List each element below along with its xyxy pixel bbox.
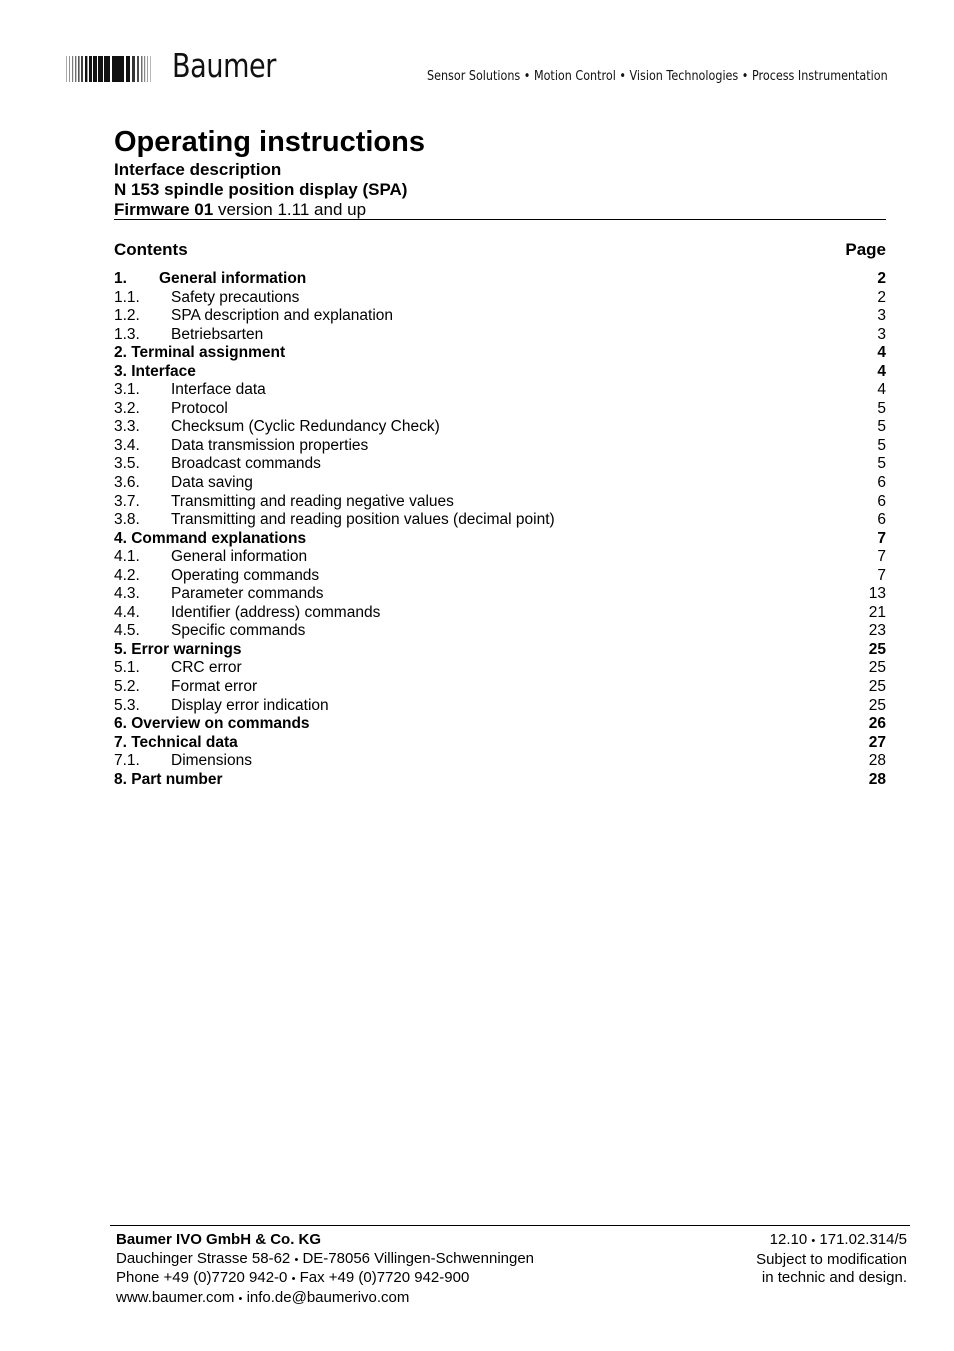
footer-email-link[interactable]: info.de@baumerivo.com (246, 1288, 410, 1306)
title-divider (114, 219, 886, 220)
toc-entry-page: 21 (868, 603, 886, 621)
toc-entry-number: 1. (114, 270, 127, 287)
toc-entry-label: CRC error (171, 659, 242, 677)
footer-phone: Phone +49 (0)7720 942-0 (116, 1269, 288, 1287)
toc-entry-number: 3.5. (114, 455, 140, 473)
contents-heading: Contents (114, 240, 188, 259)
toc-entry[interactable] (114, 400, 886, 419)
toc-entry-number: 3.8. (114, 511, 140, 529)
contents-header (114, 240, 886, 262)
toc-entry-label: 3. Interface (114, 362, 196, 380)
toc-entry-label: General information (159, 270, 307, 287)
toc-entry-number: 5.2. (114, 678, 140, 696)
page-title: Operating instructions (114, 126, 425, 158)
toc-entry-page: 28 (868, 752, 886, 770)
toc-entry-page: 3 (877, 325, 886, 343)
toc-entry-label: Broadcast commands (171, 455, 321, 473)
toc-entry[interactable] (114, 622, 886, 641)
subtitle-firmware (114, 200, 886, 220)
toc-entry[interactable] (114, 493, 886, 512)
toc-entry-page: 25 (868, 640, 886, 658)
toc-entry-page: 27 (868, 733, 886, 751)
toc-entry-page: 25 (868, 696, 886, 714)
toc-entry[interactable] (114, 585, 886, 604)
toc-entry-label: Interface data (171, 381, 266, 399)
footer-web (116, 1289, 534, 1309)
footer-doc-info (756, 1231, 907, 1288)
toc-entry-label: Dimensions (171, 752, 252, 770)
footer-notice-2: in technic and design. (761, 1269, 907, 1287)
subtitle-product: N 153 spindle position display (SPA) (114, 180, 408, 199)
footer-notice-1: Subject to modification (756, 1250, 907, 1268)
toc-entry-number: 7.1. (114, 752, 140, 770)
toc-entry-number: 4.1. (114, 548, 140, 566)
toc-entry-label: Parameter commands (171, 585, 324, 603)
brand-name: Baumer (172, 46, 276, 85)
toc-entry-label: General information (171, 548, 308, 566)
toc-entry[interactable] (114, 697, 886, 716)
toc-entry[interactable] (114, 381, 886, 400)
toc-entry-label: Transmitting and reading negative values (171, 492, 454, 510)
toc-entry-label: 5. Error warnings (114, 640, 242, 658)
toc-entry[interactable] (114, 771, 886, 790)
toc-entry-number: 4.3. (114, 585, 140, 603)
toc-entry[interactable] (114, 455, 886, 474)
toc-entry-label: Transmitting and reading position values (decimal point) (171, 511, 555, 529)
toc-entry-label: Operating commands (171, 566, 320, 584)
toc-entry-page: 3 (877, 307, 886, 325)
toc-entry[interactable] (114, 659, 886, 678)
toc-entry[interactable] (114, 752, 886, 771)
toc-entry[interactable] (114, 270, 886, 289)
footer-contact (116, 1269, 534, 1289)
toc-entry-label: Betriebsarten (171, 325, 264, 343)
toc-entry[interactable] (114, 307, 886, 326)
toc-entry-number: 4.2. (114, 566, 140, 584)
toc-entry-page: 6 (877, 492, 886, 510)
toc-entry[interactable] (114, 715, 886, 734)
toc-entry[interactable] (114, 678, 886, 697)
toc-entry-page: 28 (868, 770, 886, 788)
toc-entry-number: 3.4. (114, 436, 140, 454)
toc-entry[interactable] (114, 567, 886, 586)
toc-entry-page: 7 (877, 529, 886, 547)
toc-entry-number: 3.6. (114, 474, 140, 492)
toc-entry[interactable] (114, 548, 886, 567)
toc-entry-number: 3.2. (114, 399, 140, 417)
toc-entry-page: 4 (877, 381, 886, 399)
page-header (66, 46, 888, 92)
footer-fax: Fax +49 (0)7720 942-900 (299, 1269, 470, 1287)
table-of-contents (114, 270, 886, 789)
toc-entry-number: 1.1. (114, 288, 140, 306)
toc-entry-number: 5.3. (114, 696, 140, 714)
footer-doc-id (756, 1231, 907, 1251)
toc-entry-page: 2 (877, 288, 886, 306)
toc-entry[interactable] (114, 734, 886, 753)
toc-entry-label: SPA description and explanation (171, 307, 394, 325)
toc-entry-number: 5.1. (114, 659, 140, 677)
footer-street: Dauchinger Strasse 58-62 (116, 1249, 291, 1267)
toc-entry-page: 5 (877, 418, 886, 436)
toc-entry-page: 2 (877, 270, 886, 287)
toc-entry-page: 7 (877, 566, 886, 584)
toc-entry-number: 3.3. (114, 418, 140, 436)
toc-entry-page: 7 (877, 548, 886, 566)
bullet-separator: • (811, 1235, 816, 1247)
toc-entry-page: 23 (868, 622, 886, 640)
toc-entry-label: Protocol (171, 399, 228, 417)
toc-entry[interactable] (114, 511, 886, 530)
title-block (114, 124, 886, 220)
doc-date: 12.10 (769, 1231, 808, 1248)
toc-entry-label: 4. Command explanations (114, 529, 307, 547)
toc-entry-page: 5 (877, 455, 886, 473)
toc-entry-number: 4.5. (114, 622, 140, 640)
baumer-logo-icon (66, 54, 158, 84)
bullet-separator: • (238, 1292, 243, 1305)
toc-entry-label: Data transmission properties (171, 436, 369, 454)
toc-entry-label: 2. Terminal assignment (114, 344, 286, 362)
bullet-separator: • (291, 1273, 296, 1286)
header-tagline: Sensor Solutions • Motion Control • Vision Technologies • Process Instrumentation (427, 69, 888, 84)
toc-entry-page: 13 (868, 585, 886, 603)
bullet-separator: • (294, 1253, 299, 1266)
toc-entry-label: Specific commands (171, 622, 306, 640)
toc-entry-page: 4 (877, 344, 886, 362)
footer-company-info (116, 1231, 534, 1308)
footer-company: Baumer IVO GmbH & Co. KG (116, 1231, 322, 1248)
toc-entry[interactable] (114, 474, 886, 493)
toc-entry-page: 6 (877, 511, 886, 529)
toc-entry-label: Safety precautions (171, 288, 300, 306)
toc-entry[interactable] (114, 641, 886, 660)
footer-city: DE-78056 Villingen-Schwenningen (302, 1249, 535, 1267)
toc-entry[interactable] (114, 344, 886, 363)
toc-entry-number: 3.1. (114, 381, 140, 399)
footer-website-link[interactable]: www.baumer.com (116, 1288, 235, 1306)
footer-address (116, 1250, 534, 1270)
toc-entry-label: Data saving (171, 474, 253, 492)
toc-entry-label: Display error indication (171, 696, 329, 714)
toc-entry[interactable] (114, 363, 886, 382)
toc-entry[interactable] (114, 418, 886, 437)
toc-entry-label: Format error (171, 678, 258, 696)
page-column-heading: Page (845, 240, 886, 259)
toc-entry-label: Identifier (address) commands (171, 603, 381, 621)
toc-entry[interactable] (114, 530, 886, 549)
toc-entry-number: 3.7. (114, 492, 140, 510)
toc-entry[interactable] (114, 604, 886, 623)
toc-entry-page: 5 (877, 436, 886, 454)
firmware-version: version 1.11 and up (213, 200, 367, 219)
doc-number: 171.02.314/5 (819, 1231, 907, 1248)
toc-entry[interactable] (114, 437, 886, 456)
toc-entry-page: 25 (868, 678, 886, 696)
toc-entry[interactable] (114, 326, 886, 345)
footer-divider (110, 1225, 910, 1226)
firmware-label: Firmware 01 (114, 200, 214, 219)
toc-entry-label: 8. Part number (114, 770, 223, 788)
toc-entry-label: 6. Overview on commands (114, 715, 310, 733)
toc-entry-page: 5 (877, 399, 886, 417)
toc-entry-number: 1.2. (114, 307, 140, 325)
toc-entry-page: 26 (868, 715, 886, 733)
toc-entry-page: 6 (877, 474, 886, 492)
toc-entry-page: 25 (868, 659, 886, 677)
subtitle-interface: Interface description (114, 160, 282, 179)
toc-entry-number: 4.4. (114, 603, 140, 621)
toc-entry-page: 4 (877, 362, 886, 380)
toc-entry-number: 1.3. (114, 325, 140, 343)
toc-entry-label: 7. Technical data (114, 733, 238, 751)
toc-entry-label: Checksum (Cyclic Redundancy Check) (171, 418, 440, 436)
toc-entry[interactable] (114, 289, 886, 308)
